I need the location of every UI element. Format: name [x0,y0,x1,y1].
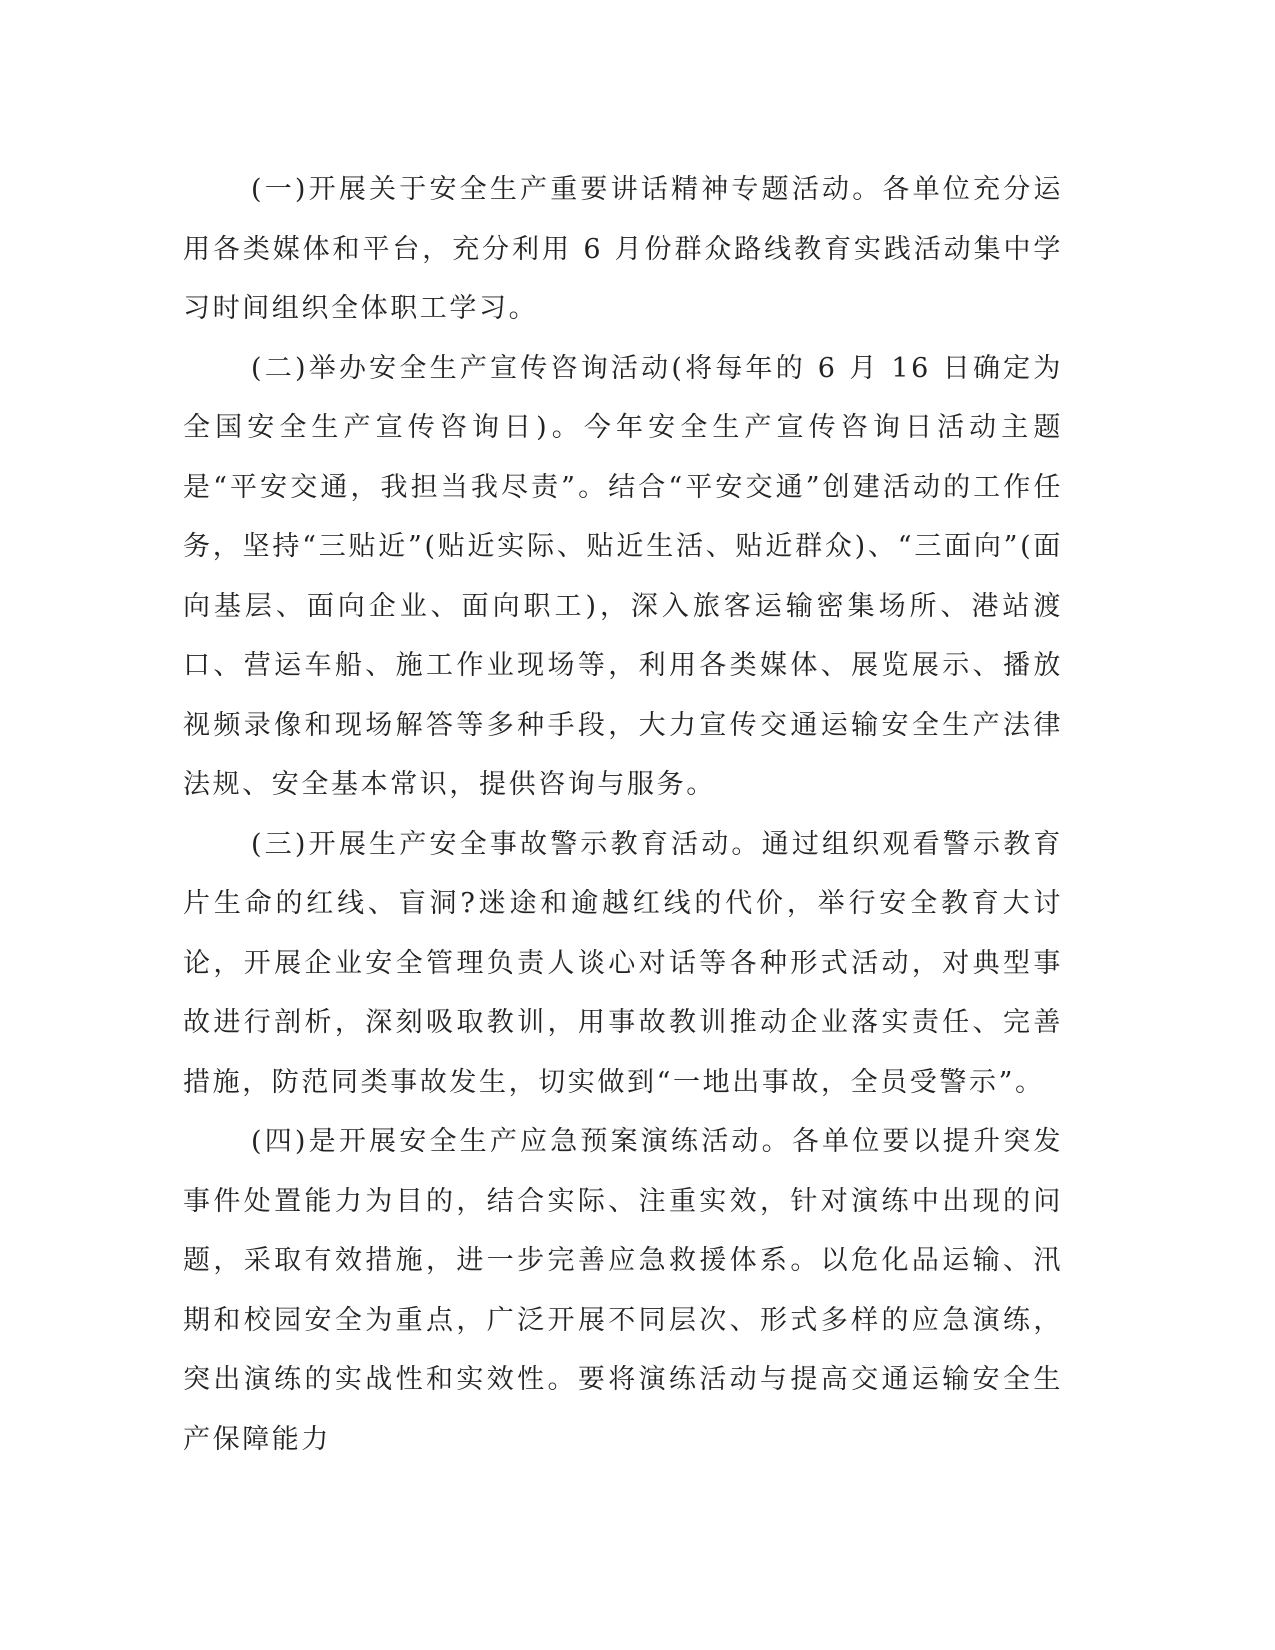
document-body [183,160,1063,1469]
paragraph-1: (一)开展关于安全生产重要讲话精神专题活动。各单位充分运用各类媒体和平台，充分利用 6 月份群众路线教育实践活动集中学习时间组织全体职工学习。 [183,174,1063,324]
paragraph-2: (二)举办安全生产宣传咨询活动(将每年的 6 月 16 日确定为全国安全生产宣传咨询日)。今年安全生产宣传咨询日活动主题是“平安交通，我担当我尽责”。结合“平安交通”创建活动的工作任务，坚持“三贴近”(贴近实际、贴近生活、贴近群众)、“三面向”(面向基层、面向企业、面向职工)，深入旅客运输密集场所、港站渡口、营运车船、施工作业现场等，利用各类媒体、展览展示、播放视频录像和现场解答等多种手段，大力宣传交通运输安全生产法律法规、安全基本常识，提供咨询与服务。 [183,352,1063,800]
paragraph-3: (三)开展生产安全事故警示教育活动。通过组织观看警示教育片生命的红线、盲洞?迷途和逾越红线的代价，举行安全教育大讨论，开展企业安全管理负责人谈心对话等各种形式活动，对典型事故进行剖析，深刻吸取教训，用事故教训推动企业落实责任、完善措施，防范同类事故发生，切实做到“一地出事故，全员受警示”。 [183,828,1063,1098]
paragraph-4: (四)是开展安全生产应急预案演练活动。各单位要以提升突发事件处置能力为目的，结合实际、注重实效，针对演练中出现的问题，采取有效措施，进一步完善应急救援体系。以危化品运输、汛期和校园安全为重点，广泛开展不同层次、形式多样的应急演练，突出演练的实战性和实效性。要将演练活动与提高交通运输安全生产保障能力 [183,1126,1063,1455]
